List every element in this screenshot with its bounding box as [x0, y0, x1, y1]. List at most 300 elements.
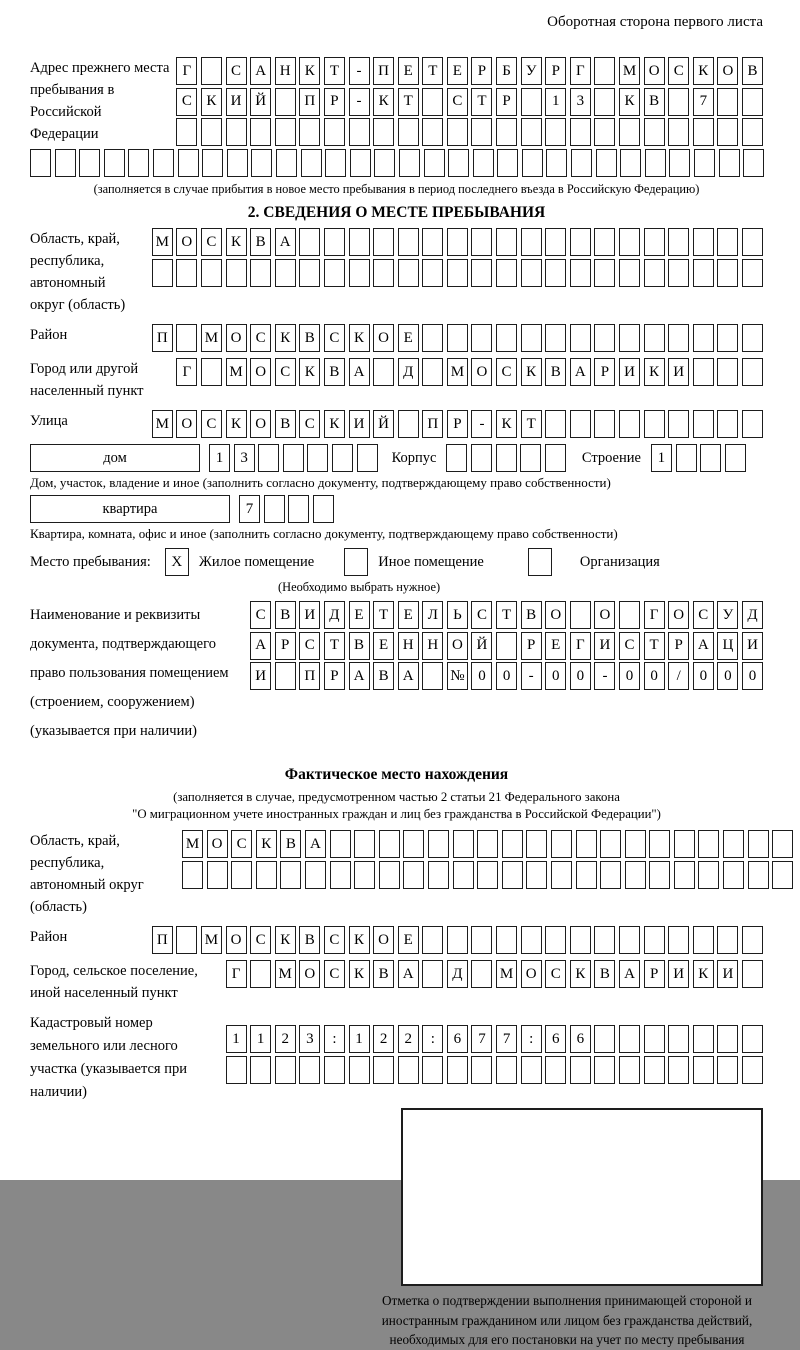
- char-cell: [288, 495, 309, 523]
- char-row: [30, 149, 764, 177]
- char-cell: П: [373, 57, 394, 85]
- char-cell: 2: [398, 1025, 419, 1053]
- char-cell: К: [349, 960, 370, 988]
- char-cell: [471, 118, 492, 146]
- char-cell: Р: [324, 662, 345, 690]
- char-cell: И: [668, 960, 689, 988]
- char-cell: [379, 861, 400, 889]
- char-cell: [403, 861, 424, 889]
- char-cell: [594, 259, 615, 287]
- char-row: [226, 1056, 763, 1084]
- char-row: [182, 861, 793, 889]
- char-cell: Т: [644, 632, 665, 660]
- char-cell: К: [226, 410, 247, 438]
- char-cell: Б: [496, 57, 517, 85]
- char-cell: [676, 444, 697, 472]
- char-cell: [176, 118, 197, 146]
- char-cell: Е: [349, 601, 370, 629]
- char-cell: [275, 259, 296, 287]
- char-cell: В: [373, 662, 394, 690]
- char-cell: [30, 149, 51, 177]
- char-cell: [719, 149, 740, 177]
- char-row: [250, 601, 763, 629]
- char-cell: Н: [398, 632, 419, 660]
- char-cell: [742, 358, 763, 386]
- char-cell: [594, 1025, 615, 1053]
- char-cell: [772, 830, 793, 858]
- document-label: Наименование и реквизиты документа, подтверждающего право пользования помещением (строением, сооружением) (указывается при наличии): [30, 607, 229, 739]
- char-cell: [546, 149, 567, 177]
- char-cell: [373, 358, 394, 386]
- char-cell: [399, 149, 420, 177]
- char-row: [651, 444, 746, 472]
- cadastral-grid: [226, 1012, 763, 1084]
- char-cell: [477, 830, 498, 858]
- char-cell: [570, 228, 591, 256]
- char-cell: С: [447, 88, 468, 116]
- char-cell: П: [152, 926, 173, 954]
- char-cell: /: [668, 662, 689, 690]
- char-cell: [152, 259, 173, 287]
- char-cell: -: [349, 88, 370, 116]
- actual-region-grid: [182, 830, 793, 889]
- char-cell: 1: [226, 1025, 247, 1053]
- char-cell: 0: [717, 662, 738, 690]
- char-cell: [619, 601, 640, 629]
- char-cell: К: [201, 88, 222, 116]
- char-cell: [620, 149, 641, 177]
- char-cell: [275, 118, 296, 146]
- field-actual-region: [30, 830, 763, 918]
- char-cell: [644, 324, 665, 352]
- char-cell: [422, 118, 443, 146]
- char-cell: 7: [471, 1025, 492, 1053]
- char-cell: [299, 259, 320, 287]
- field-street: [30, 410, 763, 438]
- char-cell: О: [226, 324, 247, 352]
- char-cell: [668, 410, 689, 438]
- char-cell: -: [349, 57, 370, 85]
- char-cell: [668, 324, 689, 352]
- char-cell: [717, 259, 738, 287]
- char-cell: [521, 88, 542, 116]
- char-cell: [742, 88, 763, 116]
- char-cell: [398, 118, 419, 146]
- char-cell: 6: [447, 1025, 468, 1053]
- char-cell: Т: [496, 601, 517, 629]
- char-cell: К: [521, 358, 542, 386]
- char-cell: Р: [471, 57, 492, 85]
- char-cell: Е: [398, 57, 419, 85]
- char-cell: О: [176, 410, 197, 438]
- region-label: Область, край, республика, автономный округ (область): [30, 231, 126, 313]
- char-cell: [497, 149, 518, 177]
- char-cell: Т: [471, 88, 492, 116]
- actual-location-note-line1: (заполняется в случае, предусмотренном частью 2 статьи 21 Федерального закона: [173, 790, 620, 804]
- field-city: [30, 358, 763, 402]
- char-cell: 7: [693, 88, 714, 116]
- char-cell: [354, 861, 375, 889]
- stay-type-option-zhiloe-label: Жилое помещение: [198, 554, 315, 570]
- char-cell: [742, 324, 763, 352]
- char-cell: С: [545, 960, 566, 988]
- char-cell: И: [349, 410, 370, 438]
- korpus-label: Корпус: [391, 450, 437, 466]
- char-cell: [576, 830, 597, 858]
- char-cell: [570, 324, 591, 352]
- char-cell: [545, 118, 566, 146]
- char-cell: В: [324, 358, 345, 386]
- char-cell: [207, 861, 228, 889]
- char-cell: [521, 259, 542, 287]
- char-row: [176, 57, 763, 85]
- stamp-caption: Отметка о подтверждении выполнения принимающей стороной и иностранным гражданином или лицом без гражданства действий, необходимых для его постановки на учет по месту пребывания: [381, 1293, 753, 1348]
- char-cell: [717, 358, 738, 386]
- char-cell: [313, 495, 334, 523]
- char-cell: -: [521, 662, 542, 690]
- char-cell: [349, 118, 370, 146]
- char-cell: Г: [570, 57, 591, 85]
- char-cell: К: [275, 926, 296, 954]
- char-cell: [594, 1056, 615, 1084]
- char-cell: [153, 149, 174, 177]
- char-cell: [447, 1056, 468, 1084]
- char-cell: [354, 830, 375, 858]
- char-cell: О: [373, 926, 394, 954]
- char-cell: [545, 444, 566, 472]
- char-cell: [496, 444, 517, 472]
- char-cell: Н: [422, 632, 443, 660]
- stay-type-label: Место пребывания:: [30, 554, 151, 570]
- char-cell: [424, 149, 445, 177]
- char-cell: [128, 149, 149, 177]
- char-cell: В: [373, 960, 394, 988]
- char-cell: 3: [570, 88, 591, 116]
- char-cell: С: [176, 88, 197, 116]
- char-cell: [521, 324, 542, 352]
- char-cell: [693, 228, 714, 256]
- char-cell: [374, 149, 395, 177]
- char-cell: Р: [496, 88, 517, 116]
- char-cell: Р: [668, 632, 689, 660]
- char-cell: С: [619, 632, 640, 660]
- char-cell: [496, 632, 517, 660]
- field-actual-district: [30, 926, 763, 954]
- char-cell: [570, 410, 591, 438]
- char-row: [239, 495, 334, 523]
- char-cell: [571, 149, 592, 177]
- char-cell: [403, 830, 424, 858]
- stay-type-option-org-label: Организация: [579, 554, 660, 570]
- char-cell: И: [717, 960, 738, 988]
- char-cell: [201, 57, 222, 85]
- actual-region-label: Область, край, республика, автономный округ (область): [30, 833, 144, 915]
- stay-type-checkbox-zhiloe[interactable]: X: [165, 548, 189, 576]
- char-cell: М: [201, 926, 222, 954]
- char-cell: К: [275, 324, 296, 352]
- char-cell: [693, 358, 714, 386]
- char-cell: [178, 149, 199, 177]
- char-cell: Ь: [447, 601, 468, 629]
- char-cell: [644, 926, 665, 954]
- char-cell: [250, 960, 271, 988]
- char-cell: [373, 118, 394, 146]
- char-cell: 0: [471, 662, 492, 690]
- char-cell: [521, 118, 542, 146]
- char-cell: А: [349, 662, 370, 690]
- char-cell: Г: [570, 632, 591, 660]
- char-cell: Е: [373, 632, 394, 660]
- char-cell: [428, 830, 449, 858]
- char-cell: 0: [644, 662, 665, 690]
- district-label: Район: [30, 327, 68, 343]
- char-cell: Т: [422, 57, 443, 85]
- cadastral-label: Кадастровый номер земельного или лесного участка (указывается при наличии): [30, 1015, 187, 1100]
- char-cell: [526, 830, 547, 858]
- char-row: [152, 410, 763, 438]
- char-cell: Н: [275, 57, 296, 85]
- stay-type-checkbox-org[interactable]: [528, 548, 552, 576]
- char-cell: К: [644, 358, 665, 386]
- char-cell: [447, 926, 468, 954]
- char-row: [182, 830, 793, 858]
- char-cell: [182, 861, 203, 889]
- char-cell: О: [176, 228, 197, 256]
- char-cell: К: [256, 830, 277, 858]
- char-cell: А: [349, 358, 370, 386]
- char-row: [152, 259, 763, 287]
- char-cell: [551, 830, 572, 858]
- actual-location-note-line2: "О миграционном учете иностранных граждан и лиц без гражданства в Российской Федерации"): [132, 807, 661, 821]
- char-cell: М: [619, 57, 640, 85]
- char-cell: [398, 259, 419, 287]
- field-cadastral: [30, 1012, 763, 1104]
- char-cell: Г: [226, 960, 247, 988]
- char-cell: Р: [324, 88, 345, 116]
- char-cell: [283, 444, 304, 472]
- char-cell: С: [324, 324, 345, 352]
- char-cell: [477, 861, 498, 889]
- char-cell: Е: [398, 324, 419, 352]
- stay-type-checkbox-inoe[interactable]: [344, 548, 368, 576]
- char-row: [152, 324, 763, 352]
- char-cell: М: [496, 960, 517, 988]
- char-cell: [742, 410, 763, 438]
- char-cell: [250, 259, 271, 287]
- char-cell: [742, 259, 763, 287]
- char-cell: [693, 1025, 714, 1053]
- char-row: [250, 632, 763, 660]
- document-grid: [250, 601, 763, 690]
- char-cell: [619, 410, 640, 438]
- char-cell: С: [231, 830, 252, 858]
- char-cell: 1: [209, 444, 230, 472]
- char-cell: [594, 926, 615, 954]
- stay-type-note: (Необходимо выбрать нужное): [278, 580, 441, 594]
- char-cell: 0: [570, 662, 591, 690]
- char-cell: 0: [742, 662, 763, 690]
- char-cell: [717, 926, 738, 954]
- char-cell: А: [693, 632, 714, 660]
- char-cell: К: [349, 926, 370, 954]
- stay-type-option-inoe-label: Иное помещение: [378, 554, 484, 570]
- char-cell: [600, 861, 621, 889]
- char-cell: О: [373, 324, 394, 352]
- char-cell: [649, 830, 670, 858]
- char-cell: Р: [545, 57, 566, 85]
- char-cell: [545, 228, 566, 256]
- char-cell: Л: [422, 601, 443, 629]
- char-cell: О: [717, 57, 738, 85]
- char-cell: О: [299, 960, 320, 988]
- char-cell: [717, 118, 738, 146]
- char-cell: П: [299, 88, 320, 116]
- char-row: [250, 662, 763, 690]
- char-cell: [742, 118, 763, 146]
- char-cell: В: [349, 632, 370, 660]
- char-cell: С: [324, 960, 345, 988]
- char-cell: К: [226, 228, 247, 256]
- actual-district-label: Район: [30, 929, 68, 945]
- char-cell: :: [521, 1025, 542, 1053]
- char-cell: У: [717, 601, 738, 629]
- char-cell: В: [299, 926, 320, 954]
- prev-address-note: (заполняется в случае прибытия в новое место пребывания в период последнего въезда в Российскую Федерацию): [93, 182, 700, 196]
- char-cell: [545, 324, 566, 352]
- char-cell: С: [250, 601, 271, 629]
- char-row: [176, 88, 763, 116]
- char-cell: [625, 830, 646, 858]
- char-cell: И: [742, 632, 763, 660]
- char-cell: [693, 410, 714, 438]
- char-cell: [570, 118, 591, 146]
- char-cell: [422, 960, 443, 988]
- char-cell: М: [201, 324, 222, 352]
- char-cell: [422, 228, 443, 256]
- char-cell: [644, 228, 665, 256]
- char-cell: [748, 861, 769, 889]
- apartment-note: Квартира, комната, офис и иное (заполнить согласно документу, подтверждающему право собственности): [30, 526, 618, 541]
- char-cell: Р: [594, 358, 615, 386]
- char-cell: С: [693, 601, 714, 629]
- char-cell: [275, 1056, 296, 1084]
- char-cell: В: [644, 88, 665, 116]
- char-cell: [619, 228, 640, 256]
- char-cell: [299, 1056, 320, 1084]
- char-cell: А: [398, 960, 419, 988]
- char-cell: [742, 960, 763, 988]
- stroenie-label: Строение: [581, 450, 641, 466]
- char-cell: [422, 324, 443, 352]
- char-cell: 1: [250, 1025, 271, 1053]
- char-cell: №: [447, 662, 468, 690]
- char-cell: [619, 1056, 640, 1084]
- char-cell: И: [299, 601, 320, 629]
- field-actual-city: [30, 960, 763, 1004]
- char-cell: М: [152, 410, 173, 438]
- char-cell: С: [299, 410, 320, 438]
- char-cell: [717, 324, 738, 352]
- prev-address-grid: [176, 57, 763, 146]
- char-cell: Р: [644, 960, 665, 988]
- char-cell: В: [280, 830, 301, 858]
- char-cell: У: [521, 57, 542, 85]
- char-cell: [357, 444, 378, 472]
- char-cell: О: [668, 601, 689, 629]
- street-label: Улица: [30, 413, 68, 429]
- char-cell: [422, 926, 443, 954]
- char-cell: [645, 149, 666, 177]
- char-cell: С: [226, 57, 247, 85]
- char-row: [176, 118, 763, 146]
- char-row: [152, 926, 763, 954]
- char-cell: [496, 118, 517, 146]
- char-cell: О: [250, 410, 271, 438]
- char-cell: О: [207, 830, 228, 858]
- char-cell: В: [299, 324, 320, 352]
- char-cell: 7: [239, 495, 260, 523]
- char-cell: [373, 1056, 394, 1084]
- char-cell: [570, 1056, 591, 1084]
- char-cell: [202, 149, 223, 177]
- char-cell: Р: [447, 410, 468, 438]
- char-cell: А: [250, 57, 271, 85]
- char-cell: А: [398, 662, 419, 690]
- char-cell: О: [471, 358, 492, 386]
- char-cell: С: [201, 410, 222, 438]
- prev-address-label: Адрес прежнего места пребывания в Российской Федерации: [30, 60, 170, 142]
- char-cell: [693, 324, 714, 352]
- char-cell: [594, 118, 615, 146]
- char-cell: [453, 861, 474, 889]
- char-cell: [742, 926, 763, 954]
- field-document: [30, 601, 763, 746]
- char-cell: С: [299, 632, 320, 660]
- char-cell: :: [324, 1025, 345, 1053]
- char-cell: К: [570, 960, 591, 988]
- char-cell: 6: [545, 1025, 566, 1053]
- char-cell: 2: [275, 1025, 296, 1053]
- char-cell: А: [250, 632, 271, 660]
- char-cell: [674, 830, 695, 858]
- char-cell: 0: [496, 662, 517, 690]
- char-cell: К: [299, 57, 320, 85]
- char-cell: С: [324, 926, 345, 954]
- char-cell: [668, 228, 689, 256]
- char-cell: Г: [176, 57, 197, 85]
- char-cell: [772, 861, 793, 889]
- char-cell: С: [668, 57, 689, 85]
- char-cell: [349, 228, 370, 256]
- char-cell: [570, 259, 591, 287]
- char-cell: [201, 259, 222, 287]
- char-cell: В: [521, 601, 542, 629]
- char-cell: [619, 118, 640, 146]
- char-cell: [717, 88, 738, 116]
- char-cell: [644, 410, 665, 438]
- char-cell: К: [619, 88, 640, 116]
- char-cell: [723, 830, 744, 858]
- char-cell: С: [496, 358, 517, 386]
- char-cell: [496, 324, 517, 352]
- char-cell: [521, 926, 542, 954]
- char-cell: [545, 410, 566, 438]
- char-cell: [725, 444, 746, 472]
- char-cell: [693, 1056, 714, 1084]
- char-cell: [373, 259, 394, 287]
- actual-city-label: Город, сельское поселение, иной населенный пункт: [30, 963, 198, 1001]
- char-cell: О: [644, 57, 665, 85]
